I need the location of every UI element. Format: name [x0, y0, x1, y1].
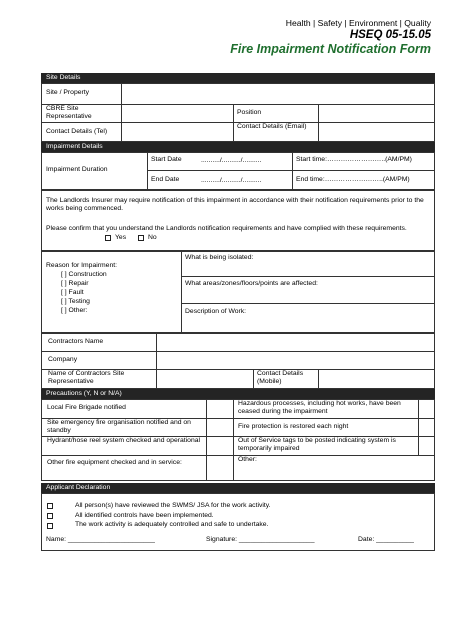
precautions-heading: Precautions (Y, N or N/A) — [41, 389, 435, 399]
start-date-label: Start Date — [151, 156, 182, 163]
contractor-rep-label: Name of Contractors Site Representative — [48, 370, 125, 386]
reason-option-repair[interactable]: [ ] Repair — [61, 280, 89, 287]
precaution-hazardous-processes: Hazardous processes, including hot works, have been ceased during the impairment — [238, 400, 401, 416]
contact-tel-label: Contact Details (Tel) — [46, 128, 108, 135]
start-date-field[interactable]: ........../........../.......... — [201, 157, 262, 164]
contact-email-field[interactable] — [321, 124, 431, 140]
position-label: Position — [237, 109, 262, 116]
description-label: Description of Work: — [185, 308, 247, 315]
end-time-field[interactable]: End time:……………………..(AM/PM) — [296, 176, 410, 183]
precaution-emergency-org-answer[interactable] — [208, 420, 231, 435]
precaution-protection-answer[interactable] — [420, 420, 433, 435]
cbre-representative-field[interactable] — [125, 106, 229, 120]
signature-field[interactable]: Signature: ____________________ — [206, 536, 315, 543]
document-code: HSEQ 05-15.05 — [349, 29, 431, 41]
declaration-safe: The work activity is adequately controlled and safe to undertake. — [75, 521, 269, 528]
precaution-protection-restored: Fire protection is restored each night — [238, 423, 349, 430]
name-field[interactable]: Name: _______________________ — [46, 536, 155, 543]
precaution-hazardous-answer[interactable] — [420, 401, 433, 416]
declaration-checkbox-swms[interactable] — [47, 503, 53, 509]
no-checkbox[interactable] — [138, 235, 144, 241]
no-label: No — [148, 234, 157, 241]
impairment-duration-label: Impairment Duration — [46, 166, 108, 173]
precaution-fire-brigade: Local Fire Brigade notified — [47, 404, 126, 411]
reason-option-other[interactable]: [ ] Other: — [61, 307, 88, 314]
precaution-hydrant: Hydrant/hose reel system checked and operational — [47, 437, 201, 444]
header-tagline: Health | Safety | Environment | Quality — [285, 18, 431, 28]
precaution-other-equipment: Other fire equipment checked and in service: — [47, 459, 182, 466]
contact-tel-field[interactable] — [125, 124, 229, 140]
declaration-heading: Applicant Declaration — [41, 483, 435, 493]
company-label: Company — [48, 356, 78, 363]
end-date-field[interactable]: ........../........../.......... — [201, 177, 262, 184]
precaution-other: Other: — [238, 456, 257, 463]
form-title: Fire Impairment Notification Form — [230, 42, 431, 56]
landlord-confirm-text: Please confirm that you understand the Landlords notification requirements and have complied with these requirements. — [46, 225, 407, 232]
precaution-other-equipment-answer[interactable] — [208, 457, 231, 479]
site-property-label: Site / Property — [46, 89, 90, 96]
declaration-checkbox-safe[interactable] — [47, 523, 53, 529]
precaution-fire-brigade-answer[interactable] — [208, 401, 231, 416]
cbre-representative-label: CBRE Site Representative — [46, 105, 92, 121]
declaration-controls: All identified controls have been implemented. — [75, 512, 214, 519]
reason-option-testing[interactable]: [ ] Testing — [61, 298, 90, 305]
contractor-contact-label: Contact Details (Mobile) — [257, 370, 304, 386]
reason-option-construction[interactable]: [ ] Construction — [61, 271, 107, 278]
declaration-swms: All person(s) have reviewed the SWMS/ JSA for the work activity. — [75, 502, 271, 509]
isolated-label: What is being isolated: — [185, 254, 254, 261]
date-field[interactable]: Date: __________ — [358, 536, 414, 543]
site-property-field[interactable] — [125, 86, 431, 102]
precaution-tags-answer[interactable] — [420, 438, 433, 453]
yes-label: Yes — [115, 234, 127, 241]
impairment-details-heading: Impairment Details — [41, 142, 435, 152]
contact-email-label: Contact Details (Email) — [237, 123, 307, 130]
precaution-emergency-org: Site emergency fire organisation notified and on standby — [47, 419, 191, 435]
start-time-field[interactable]: Start time:……………………..(AM/PM) — [296, 156, 412, 163]
contractors-name-label: Contractors Name — [48, 338, 104, 345]
yes-checkbox[interactable] — [105, 235, 111, 241]
end-date-label: End Date — [151, 176, 180, 183]
precaution-out-of-service-tags: Out of Service tags to be posted indicating system is temporarily impaired — [238, 437, 396, 453]
areas-affected-label: What areas/zones/floors/points are affected: — [185, 280, 318, 287]
reason-option-fault[interactable]: [ ] Fault — [61, 289, 84, 296]
precaution-hydrant-answer[interactable] — [208, 438, 231, 453]
declaration-checkbox-controls[interactable] — [47, 513, 53, 519]
reason-title: Reason for Impairment: — [46, 262, 118, 269]
position-field[interactable] — [321, 106, 431, 120]
site-details-heading: Site Details — [41, 73, 435, 83]
landlord-notice-text: The Landlords Insurer may require notification of this impairment in accordance with their notification requirements prior to the works being commenced. — [46, 197, 424, 213]
